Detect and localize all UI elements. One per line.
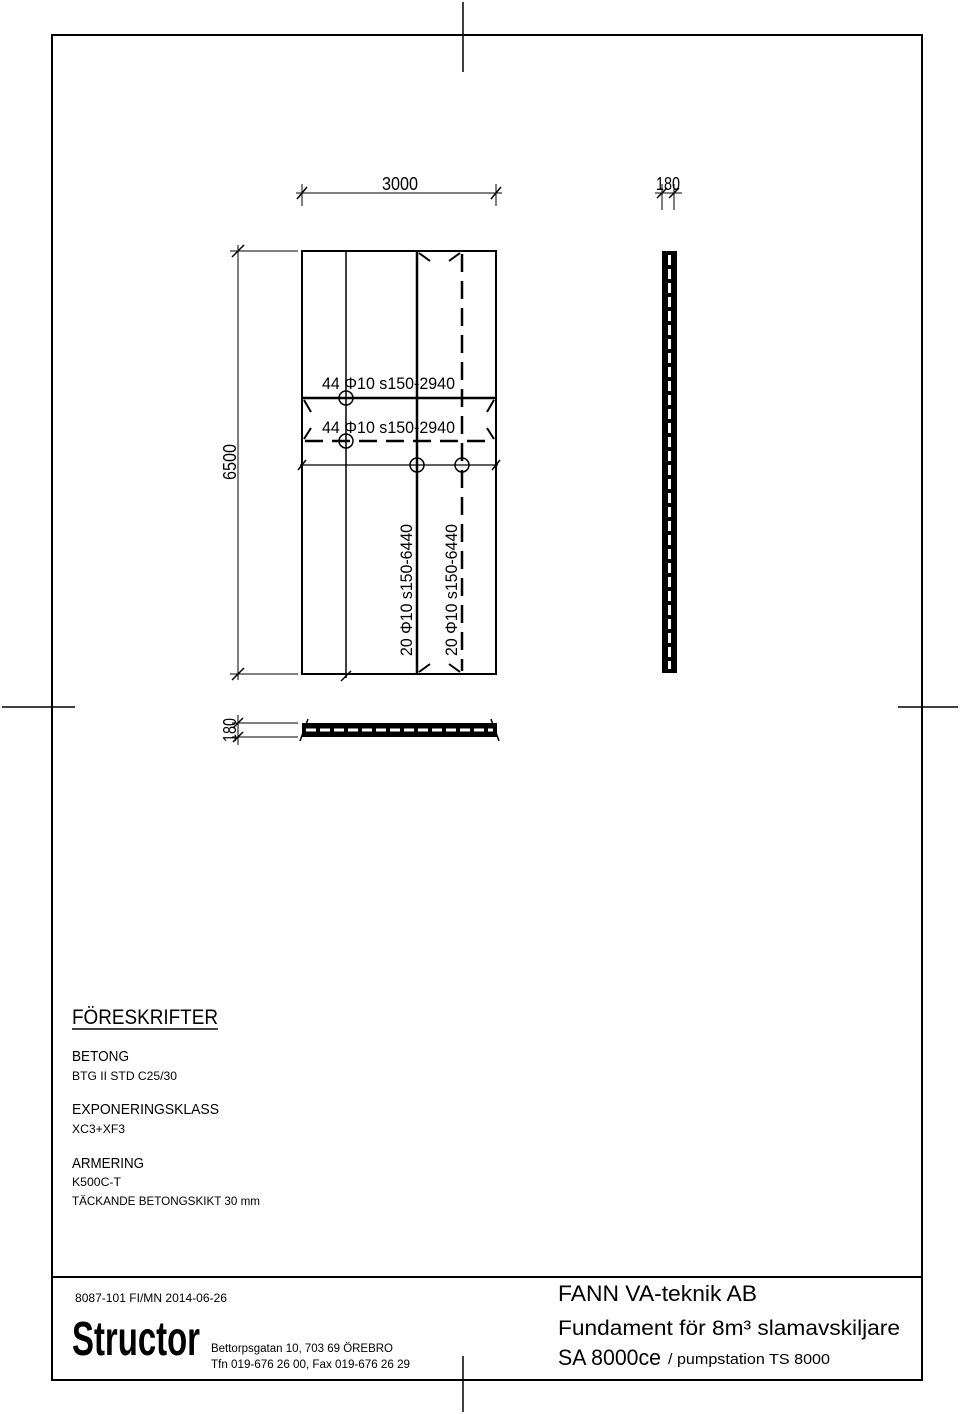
specifications-heading: FÖRESKRIFTER (72, 1006, 218, 1029)
company-contact: Tfn 019-676 26 00, Fax 019-676 26 29 (211, 1359, 410, 1371)
spec-reinforcement-cover: TÄCKANDE BETONGSKIKT 30 mm (72, 1194, 260, 1208)
dimension-width-label: 3000 (382, 174, 418, 194)
product-code: SA 8000ce (558, 1345, 661, 1370)
spec-reinforcement-title: ARMERING (72, 1155, 144, 1172)
rebar-label-bottom-longitudinal: 20 Φ10 s150-6440 (442, 514, 461, 656)
company-logo: Structor (72, 1313, 200, 1366)
rebar-label-top-transverse: 44 Φ10 s150-2940 (322, 374, 455, 393)
drawing-reference: 8087-101 FI/MN 2014-06-26 (75, 1291, 228, 1305)
side-section (662, 251, 677, 673)
drawing-title: Fundament för 8m³ slamavskiljare (558, 1317, 900, 1340)
rebar-label-bottom-transverse: 44 Φ10 s150-2940 (322, 418, 455, 437)
dimension-length-label: 6500 (220, 439, 240, 480)
client-name: FANN VA-teknik AB (558, 1281, 757, 1306)
spec-concrete-title: BETONG (72, 1048, 129, 1065)
dimension-side-thickness-label: 180 (656, 174, 680, 194)
spec-concrete-value: BTG II STD C25/30 (72, 1069, 178, 1083)
dimension-bottom-thickness-label: 180 (220, 711, 240, 742)
spec-exposure-title: EXPONERINGSKLASS (72, 1101, 219, 1118)
spec-reinforcement-value: K500C-T (72, 1175, 122, 1189)
company-address: Bettorpsgatan 10, 703 69 ÖREBRO (211, 1343, 394, 1355)
rebar-label-top-longitudinal: 20 Φ10 s150-6440 (397, 514, 416, 656)
product-note: / pumpstation TS 8000 (668, 1351, 830, 1368)
spec-exposure-value: XC3+XF3 (72, 1122, 126, 1136)
